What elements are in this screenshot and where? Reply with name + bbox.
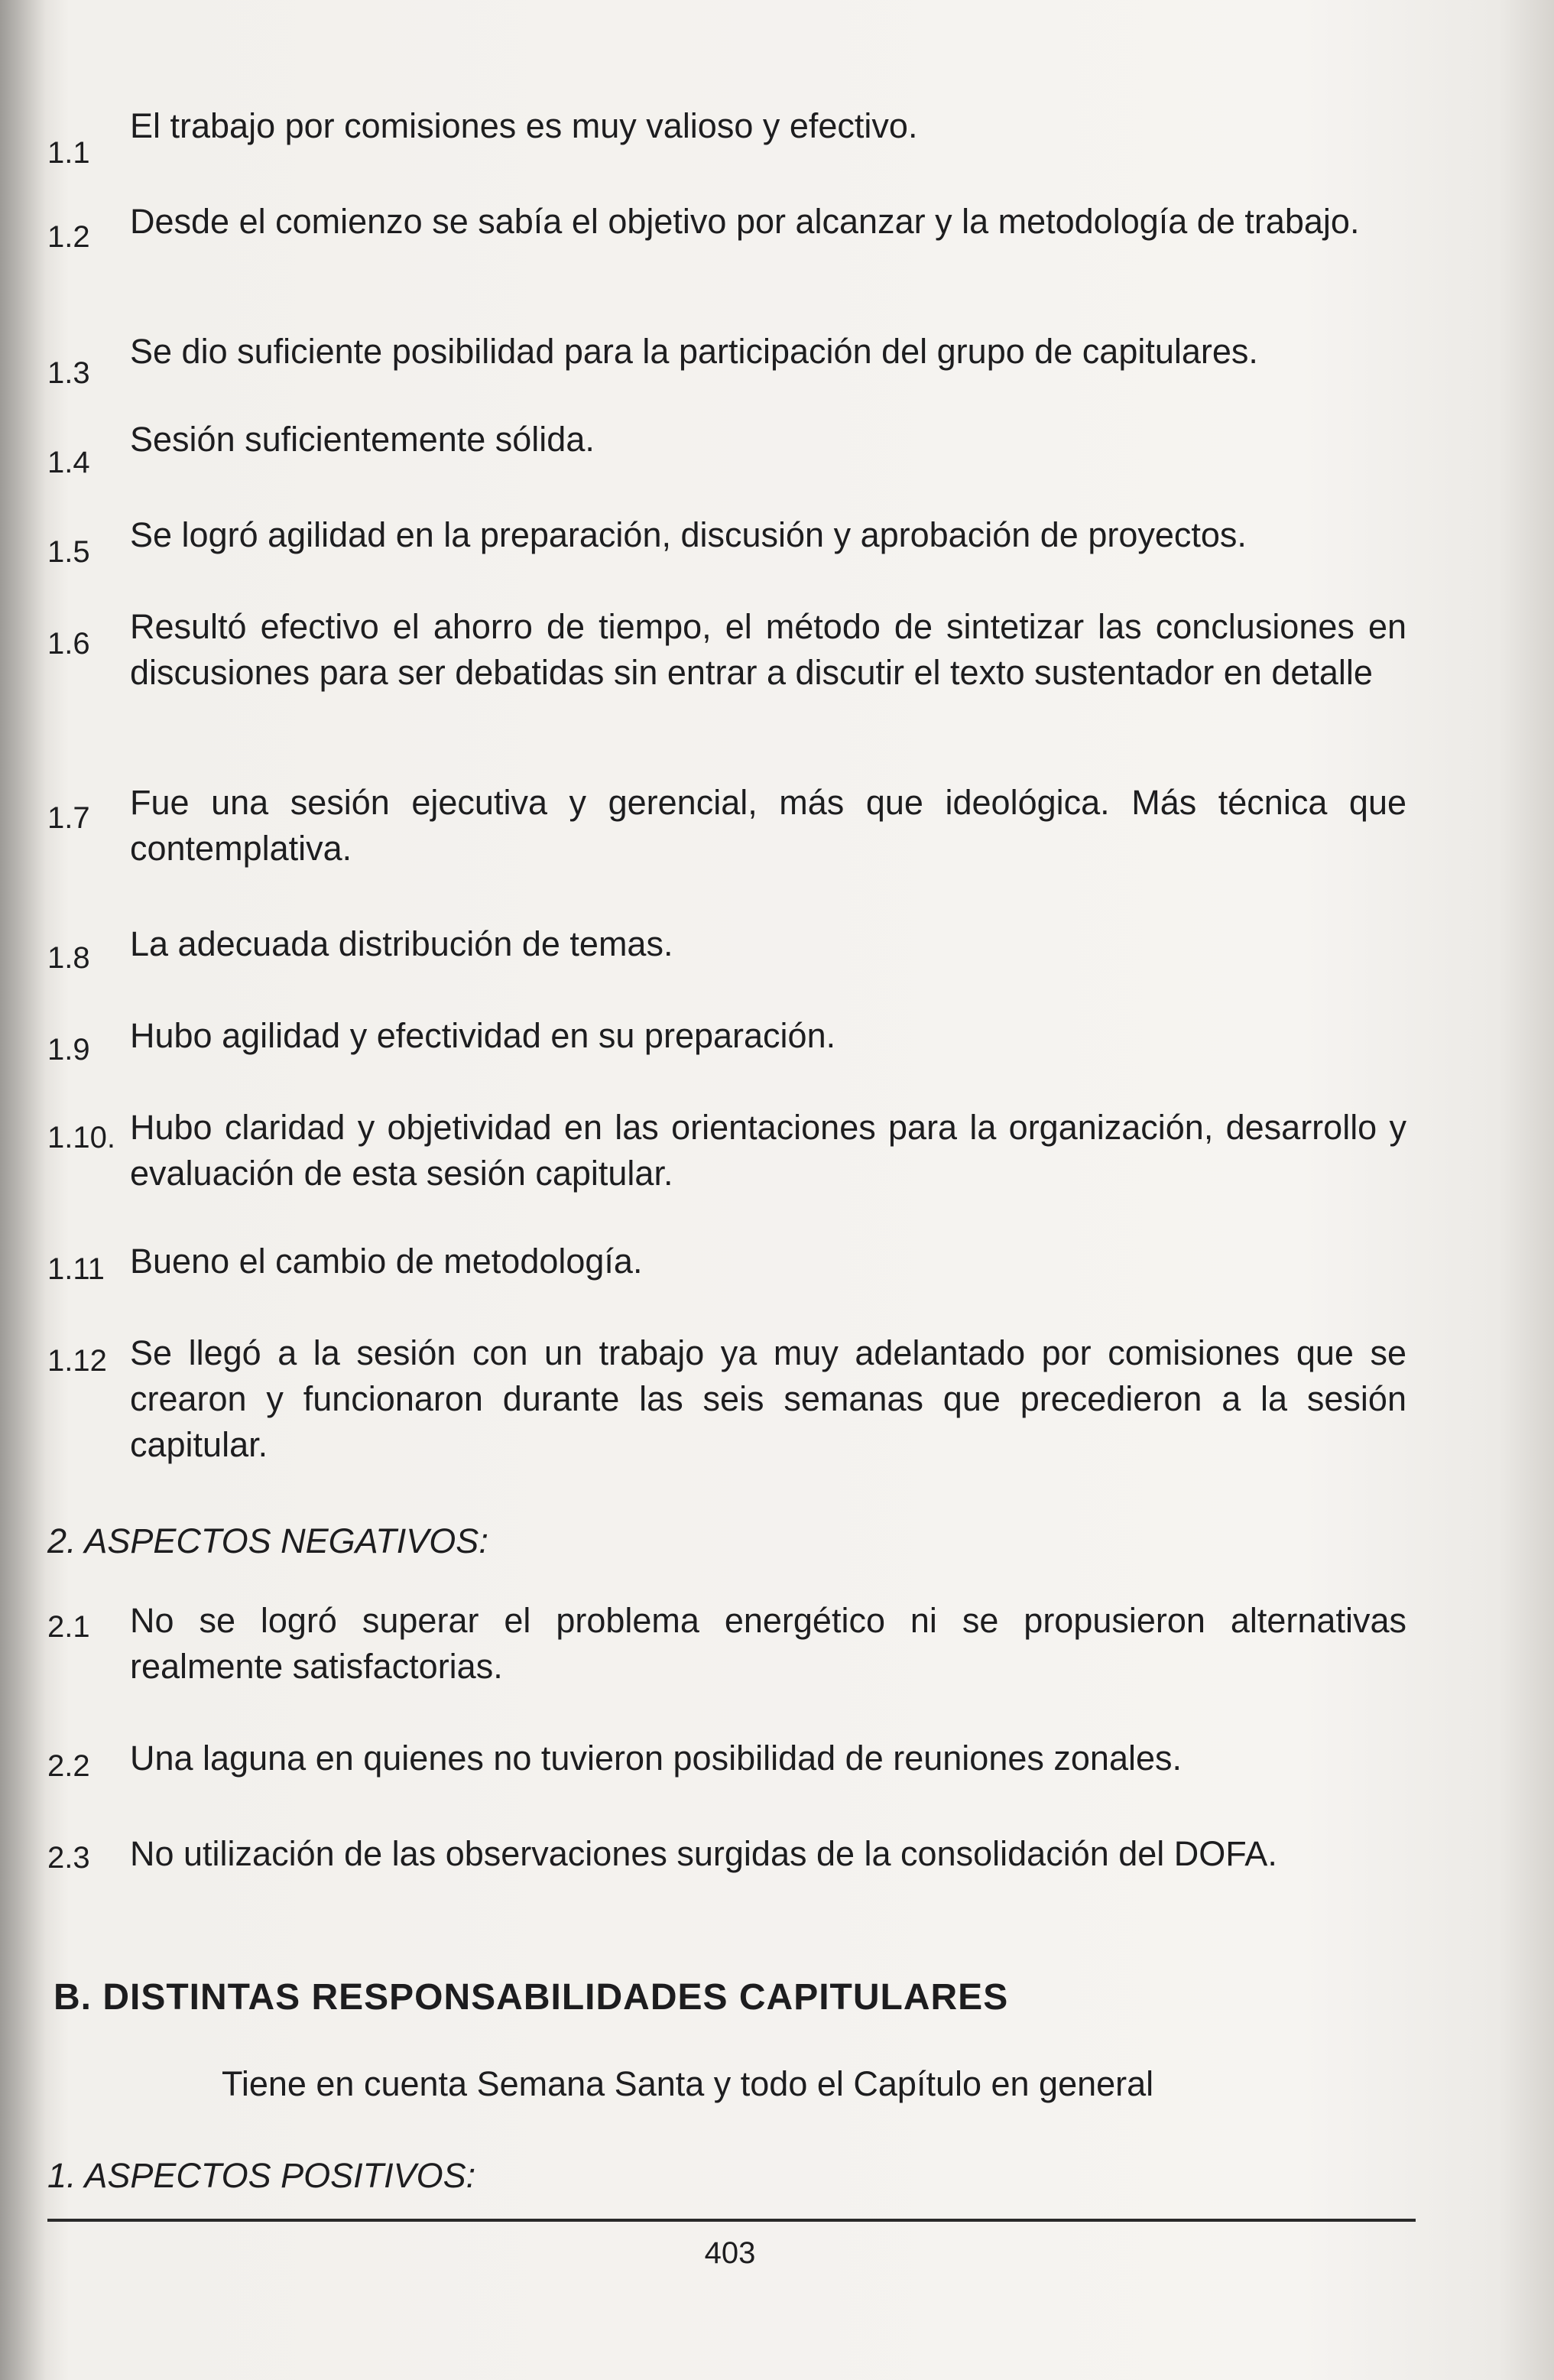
item-text: Fue una sesión ejecutiva y gerencial, más que ideológica. Más técnica que contemplativa. — [130, 783, 1406, 868]
item-text: No se logró superar el problema energético ni se propusieron alternativas realmente satisfactorias. — [130, 1601, 1406, 1686]
item-number: 1.6 — [47, 627, 90, 661]
item-text: Se dio suficiente posibilidad para la participación del grupo de capitulares. — [130, 332, 1258, 371]
section-b-letter: B. — [54, 1977, 92, 2018]
item-text: No utilización de las observaciones surgidas de la consolidación del DOFA. — [130, 1834, 1277, 1873]
item-number: 1.4 — [47, 446, 90, 479]
footer-rule — [47, 2219, 1416, 2222]
item-number: 1.2 — [47, 220, 90, 254]
page-gutter-shadow — [0, 0, 46, 2380]
section-b-heading — [54, 1976, 1008, 2018]
item-text: Desde el comienzo se sabía el objetivo por alcanzar y la metodología de trabajo. — [130, 202, 1360, 241]
item-number: 1.10. — [47, 1121, 115, 1154]
item-text: Bueno el cambio de metodología. — [130, 1242, 643, 1281]
item-text: Se llegó a la sesión con un trabajo ya muy adelantado por comisiones que se crearon y funcionaron durante las seis semanas que precedieron a la sesión capitular. — [130, 1333, 1406, 1464]
page-number: 403 — [704, 2236, 756, 2270]
item-text: Una laguna en quienes no tuvieron posibilidad de reuniones zonales. — [130, 1739, 1182, 1778]
item-text: Sesión suficientemente sólida. — [130, 420, 595, 459]
section-b-title: DISTINTAS RESPONSABILIDADES CAPITULARES — [102, 1977, 1009, 2018]
item-number: 2.2 — [47, 1749, 90, 1783]
item-text: El trabajo por comisiones es muy valioso y efectivo. — [130, 106, 918, 145]
positive-aspects-heading: 1. ASPECTOS POSITIVOS: — [47, 2156, 476, 2195]
section-b-subtitle: Tiene en cuenta Semana Santa y todo el Capítulo en general — [222, 2064, 1154, 2103]
item-text: La adecuada distribución de temas. — [130, 924, 673, 963]
item-number: 1.3 — [47, 356, 90, 390]
item-number: 1.7 — [47, 801, 90, 835]
item-number: 2.1 — [47, 1610, 90, 1644]
item-number: 1.1 — [47, 136, 90, 170]
item-text: Hubo agilidad y efectividad en su preparación. — [130, 1016, 836, 1055]
negative-aspects-heading: 2. ASPECTOS NEGATIVOS: — [47, 1521, 488, 1560]
item-number: 1.5 — [47, 535, 90, 569]
item-number: 1.12 — [47, 1344, 107, 1378]
item-number: 1.8 — [47, 941, 90, 975]
item-number: 1.9 — [47, 1033, 90, 1067]
item-number: 1.11 — [47, 1252, 105, 1286]
item-text: Resultó efectivo el ahorro de tiempo, el método de sintetizar las conclusiones en discusiones para ser debatidas sin entrar a discutir el texto sustentador en detalle — [130, 607, 1406, 692]
item-text: Hubo claridad y objetividad en las orientaciones para la organización, desarrollo y evaluación de esta sesión capitular. — [130, 1108, 1406, 1193]
item-number: 2.3 — [47, 1841, 90, 1875]
item-text: Se logró agilidad en la preparación, discusión y aprobación de proyectos. — [130, 515, 1247, 554]
